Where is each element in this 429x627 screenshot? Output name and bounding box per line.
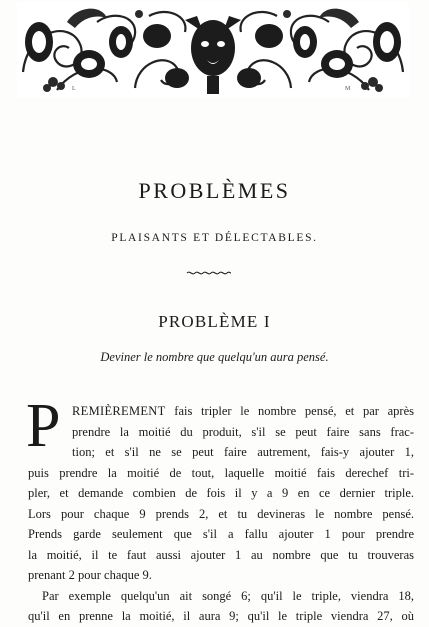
text-line: puis prendre la moitié de tout, laquelle moitié fais derechef tri- [28,465,414,480]
ornamental-headpiece [17,2,409,98]
text-line: tion; et s'il ne se peut faire autrement, fais-y ajouter 1, [72,445,414,459]
problem-subtitle: Deviner le nombre que quelqu'un aura pensé. [100,350,329,364]
headpiece-monogram-left: L [72,86,76,92]
text-line: prendre la moitié du produit, s'il se peut faire sans frac- [72,424,414,439]
text-line: pler, et demande combien de fois il y a 9 en ce dernier triple. [28,486,414,500]
chapter-subtitle: PLAISANTS ET DÉLECTABLES. [111,232,318,244]
first-word-rest: REMIÈREMENT [72,404,166,418]
problem-body [26,392,414,627]
text-line: qu'il en prenne la moitié, il aura 9; qu'il le triple viendra 27, où [28,609,414,623]
decorative-rule [186,270,232,276]
line-text: fais tripler le nombre pensé, et par après [174,404,414,418]
text-line: Par exemple quelqu'un ait songé 6; qu'il le triple, viendra 18, [42,588,414,603]
drop-cap: P [26,392,61,460]
text-line: prenant 2 pour chaque 9. [28,568,152,582]
text-line: Prends garde seulement que s'il a fallu ajouter 1 pour prendre [28,527,414,541]
problem-heading: PROBLÈME I [158,312,271,331]
text-line: la moitié, il te faut aussi ajouter 1 au nombre que tu trouveras [28,547,414,562]
headpiece-monogram-right: M [345,86,351,92]
text-line [72,401,414,422]
text-line: Lors pour chaque 9 prends 2, et tu devineras le nombre pensé. [28,506,414,521]
chapter-title: PROBLÈMES [138,178,291,203]
